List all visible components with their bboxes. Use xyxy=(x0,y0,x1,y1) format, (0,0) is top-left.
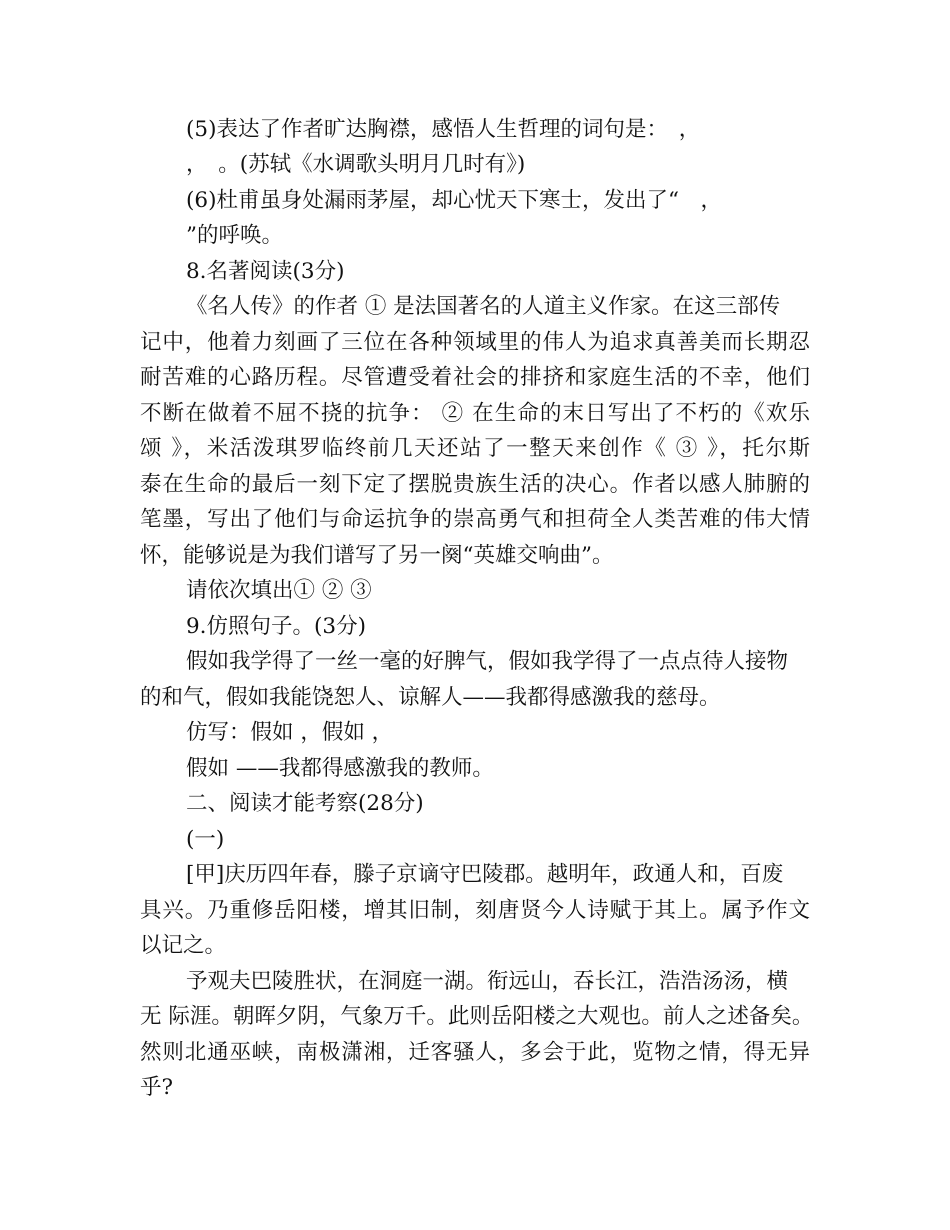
text-line: 不断在做着不屈不挠的抗争： ② 在生命的末日写出了不朽的《欢乐 xyxy=(140,401,810,426)
section-heading: 9.仿照句子。(3分) xyxy=(186,614,366,639)
text-line: 乎? xyxy=(140,1075,174,1100)
section-heading: 二、阅读才能考察(28分) xyxy=(186,791,424,816)
text-line: 仿写：假如 ，假如 ， xyxy=(186,720,394,745)
subsection-heading: (一) xyxy=(186,827,225,852)
text-line: 假如 ——我都得感激我的教师。 xyxy=(186,756,494,781)
text-line: 《名人传》的作者 ① 是法国著名的人道主义作家。在这三部传 xyxy=(186,294,781,319)
section-heading: 8.名著阅读(3分) xyxy=(186,259,345,284)
text-line: 的和气，假如我能饶恕人、谅解人——我都得感激我的慈母。 xyxy=(140,685,721,710)
text-line: 以记之。 xyxy=(140,933,227,958)
text-line: 泰在生命的最后一刻下定了摆脱贵族生活的决心。作者以感人肺腑的 xyxy=(140,472,810,497)
text-line: 请依次填出① ② ③ xyxy=(186,578,372,603)
text-line: 耐苦难的心路历程。尽管遭受着社会的排挤和家庭生活的不幸，他们 xyxy=(140,365,810,390)
text-line: 怀，能够说是为我们谱写了另一阕“英雄交响曲”。 xyxy=(140,543,614,568)
text-line: (6)杜甫虽身处漏雨茅屋，却心忧天下寒士，发出了“ ， xyxy=(186,188,722,213)
text-line: 记中，他着力刻画了三位在各种领域里的伟人为追求真善美而长期忍 xyxy=(140,330,810,355)
text-line: 假如我学得了一丝一毫的好脾气，假如我学得了一点点待人接物 xyxy=(186,649,789,674)
text-line: 具兴。乃重修岳阳楼，增其旧制，刻唐贤今人诗赋于其上。属予作文 xyxy=(140,898,810,923)
text-line: ， 。(苏轼《水调歌头明月几时有》) xyxy=(186,152,526,177)
text-line: [甲]庆历四年春，滕子京谪守巴陵郡。越明年，政通人和，百废 xyxy=(186,862,784,887)
text-line: 笔墨，写出了他们与命运抗争的崇高勇气和担荷全人类苦难的伟大情 xyxy=(140,507,810,532)
text-line: 无 际涯。朝晖夕阴，气象万千。此则岳阳楼之大观也。前人之述备矣。 xyxy=(140,1004,814,1029)
text-line: ”的呼唤。 xyxy=(186,223,283,248)
text-line: 然则北通巫峡，南极潇湘，迁客骚人，多会于此，览物之情，得无异 xyxy=(140,1040,810,1065)
text-line: (5)表达了作者旷达胸襟，感悟人生哲理的词句是： ， xyxy=(186,117,701,142)
text-line: 予观夫巴陵胜状，在洞庭一湖。衔远山，吞长江，浩浩汤汤，横 xyxy=(186,969,789,994)
text-line: 颂 》，米活泼琪罗临终前几天还站了一整天来创作《 ③ 》，托尔斯 xyxy=(140,436,810,461)
